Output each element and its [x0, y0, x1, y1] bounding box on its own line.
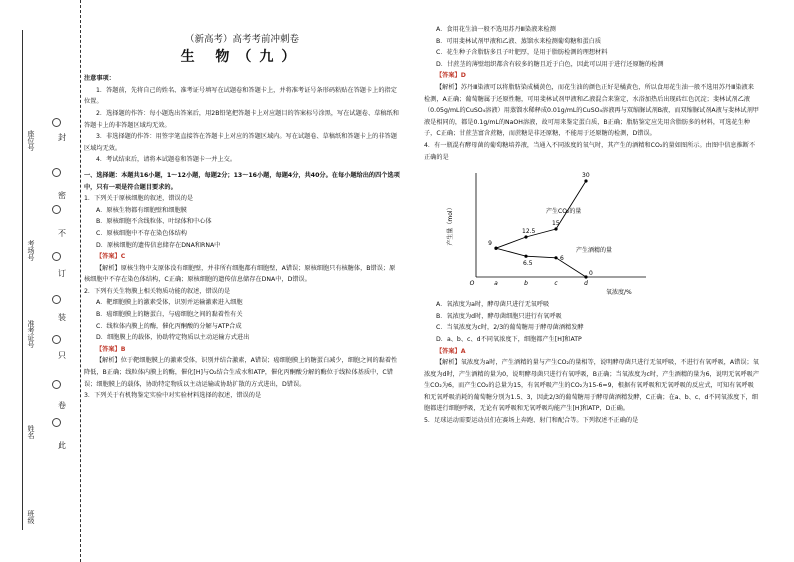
question-2: 2．下列有关生物膜上相关物质功能的叙述，错误的是	[84, 287, 231, 295]
exam-room-label: 考场号	[27, 240, 35, 261]
alcohol-data-label: 6.5	[523, 260, 533, 268]
option: A．原核生物都有细胞壁和细胞膜	[96, 206, 187, 214]
notice-title: 注意事项：	[84, 75, 115, 83]
binding-hole	[52, 168, 61, 177]
option: B．癌细胞膜上的糖蛋白，与癌细胞之间的黏着性有关	[96, 311, 243, 319]
option: C．花生种子含脂肪多且子叶肥厚，是用于脂肪检测的理想材料	[436, 49, 608, 57]
alcohol-point	[524, 255, 527, 258]
option: B．可用斐林试剂甲液和乙液、蒸馏水来检测葡萄糖和蛋白质	[436, 37, 602, 45]
x-tick-label: b	[524, 280, 528, 288]
oxygen-chart	[436, 165, 736, 297]
left-column	[84, 28, 400, 402]
co2-data-label: 15	[552, 220, 560, 228]
co2-data-label: 30	[582, 172, 590, 180]
alcohol-data-label: 0	[589, 270, 593, 278]
answer: 【答案】C	[96, 253, 126, 261]
co2-point	[524, 236, 527, 239]
option: D．a、b、c、d不同氧浓度下，细胞都产生[H]和ATP	[436, 335, 582, 343]
alcohol-series-name: 产生酒精的量	[576, 246, 613, 254]
binding-hole	[52, 118, 61, 127]
seal-char: 密	[58, 191, 66, 200]
notice-item: 1．答题前，先将自己的姓名、准考证号填写在试题卷和答题卡上，并将准考证号条形码粘贴在答题卡上的指定位置。	[84, 86, 397, 106]
option: D．细胞膜上的载体，协助特定物质以主动运输方式进出	[96, 334, 250, 342]
explanation: 【解析】原核生物中支原体没有细胞壁，并非所有细胞都有细胞壁，A错误；原核细胞只有核糖体，B错误；原核细胞中不存在染色体结构，C正确；原核细胞的遗传信息储存在DNA中，D错误。	[84, 264, 396, 284]
alcohol-point	[494, 247, 497, 250]
question-3: 3．下列关于有机物鉴定实验中对实验材料选择的叙述，错误的是	[84, 392, 262, 400]
subject-title: 生 物（九）	[180, 48, 304, 65]
notice-item: 4．考试结束后，请将本试题卷和答题卡一并上交。	[96, 156, 237, 164]
binding-hole	[52, 295, 61, 304]
class-label: 班级	[27, 510, 35, 524]
binding-margin	[0, 0, 81, 562]
x-tick-label: a	[494, 280, 498, 288]
option: D．原核细胞的遗传信息储存在DNA和RNA中	[96, 241, 221, 249]
notice-item: 2．选择题的作答：每小题选出答案后，用2B铅笔把答题卡上对应题目的答案标号涂黑，写在试题卷、草稿纸和答题卡上的非答题区域均无效。	[84, 109, 399, 129]
notice-item: 3．非选择题的作答：用签字笔直接答在答题卡上对应的答题区域内。写在试题卷、草稿纸和答题卡上的非答题区域均无效。	[84, 133, 397, 152]
seal-char: 卷	[58, 401, 66, 410]
binding-line	[22, 30, 23, 530]
seat-number-label: 座位号	[27, 130, 35, 151]
explanation: 【解析】苏丹Ⅲ染液可以将脂肪染成橘黄色，而花生油的颜色正好是橘黄色，所以食用花生油一般不选用苏丹Ⅲ染液来检测，A正确；葡萄糖属于还原性糖，可用斐林试剂甲液和乙液混合来鉴定，水浴加热后出现砖红色沉淀；斐林试剂乙液（0.05g/mL的CuSO₄溶液）用蒸馏水稀释成0.01g/mL的CuSO₄溶液再与双缩脲试剂B液，而双缩脲试剂A液与斐林试剂甲液是相同的，都是0.1g/mL的NaOH溶液，故可用来鉴定蛋白质，B正确；脂肪鉴定应先用含脂肪多的材料，可选花生种子，C正确；甘蔗茎富含蔗糖，而蔗糖是非还原糖，不能用于还原糖的检测，D错误。	[424, 83, 759, 138]
explanation: 【解析】位于靶细胞膜上的激素受体，识别并结合激素，A错误；癌细胞膜上的糖蛋白减少，细胞之间的黏着性降低，B正确；线粒体内膜上的酶，催化[H]与O₂结合生成水和ATP，催化丙酮酸分解的酶位于线粒体基质中，C错误；细胞膜上的载体，协助特定物质以主动运输或协助扩散的方式进出，D错误。	[84, 357, 398, 388]
answer: 【答案】D	[436, 72, 466, 80]
option: C．线粒体内膜上的酶，催化丙酮酸的分解与ATP合成	[96, 322, 242, 330]
section-heading: 一、选择题：本题共16小题，1～12小题，每题2分；13～16小题，每题4分，共40分。在每小题给出的四个选项中，只有一项是符合题目要求的。	[84, 171, 400, 191]
option: B．氧浓度为d时，酵母菌细胞只进行有氧呼吸	[436, 312, 562, 320]
answer: 【答案】A	[436, 347, 466, 355]
name-label: 姓名	[27, 425, 35, 439]
exam-series-title: （新高考）高考考前冲刺卷	[184, 34, 299, 45]
right-column	[424, 24, 760, 427]
seal-char: 订	[58, 269, 66, 278]
alcohol-series-line	[496, 248, 586, 277]
alcohol-point	[584, 276, 587, 279]
seal-char: 装	[58, 313, 66, 322]
question-5: 5．足球运动需要运动员们在赛场上奔跑、射门和配合等。下列叙述不正确的是	[424, 417, 639, 425]
binding-hole	[52, 252, 61, 261]
x-tick-label: d	[584, 280, 588, 288]
binding-hole	[52, 205, 61, 214]
co2-point	[554, 228, 557, 231]
y-axis-label: 产生量（mol）	[447, 204, 454, 246]
x-tick-label: c	[554, 280, 558, 288]
binding-hole	[52, 380, 61, 389]
option: C．当氧浓度为c时，2/3的葡萄糖用于酵母菌酒精发酵	[436, 324, 584, 332]
seal-char: 只	[58, 351, 66, 360]
option: A．靶细胞膜上的激素受体，识别并运输激素进入细胞	[96, 299, 243, 307]
data-label: 9	[488, 240, 492, 248]
x-axis-label: 氧浓度/%	[606, 289, 632, 297]
x-tick-label: O	[469, 280, 475, 288]
admission-number-label: 准考证号	[27, 320, 35, 348]
binding-hole	[52, 335, 61, 344]
chart-svg	[436, 165, 736, 297]
question-1: 1．下列关于原核细胞的叙述，错误的是	[84, 195, 194, 203]
alcohol-data-label: 6	[560, 254, 564, 262]
co2-series-name: 产生CO₂的量	[546, 208, 582, 216]
binding-hole	[52, 418, 61, 427]
option: B．原核细胞不含线粒体、叶绿体和中心体	[96, 218, 212, 226]
co2-point	[584, 180, 587, 183]
answer: 【答案】B	[96, 345, 126, 353]
option: A．氧浓度为a时，酵母菌只进行无氧呼吸	[436, 301, 550, 309]
question-4: 4．有一瓶混有酵母菌的葡萄糖培养液，当通入不同浓度的氧气时，其产生的酒精和CO₂的量如图所示。由图中信息推断不正确的是	[424, 141, 756, 161]
option: D．甘蔗茎的薄壁组织都含有较多的糖且近于白色，因此可以用于进行还原糖的检测	[436, 60, 664, 68]
alcohol-point	[554, 256, 557, 259]
seal-char: 不	[58, 229, 66, 238]
seal-char: 此	[58, 441, 66, 450]
explanation: 【解析】氧浓度为a时，产生酒精的量与产生CO₂的量相等，说明酵母菌只进行无氧呼吸，不进行有氧呼吸，A错误；氧浓度为d时，产生酒精的量为0，说明酵母菌只进行有氧呼吸，B正确；当氧浓度为c时，产生酒精的量为6，说明无氧呼吸产生CO₂为6，而产生CO₂的总量为15，有氧呼吸产生的CO₂为15-6=9，根据有氧呼吸和无氧呼吸的反应式，可知有氧呼吸和无氧呼吸消耗的葡萄糖分别为1.5、3，因此2/3的葡萄糖用于酵母菌酒精发酵，C正确；在a、b、c、d不同氧浓度下，细胞都进行细胞呼吸，无论有氧呼吸和无氧呼吸均能产生[H]和ATP，D正确。	[424, 359, 760, 413]
option: A．食用花生油一般不选用苏丹Ⅲ染液来检测	[436, 26, 556, 33]
co2-data-label: 12.5	[522, 228, 536, 236]
option: C．原核细胞中不存在染色体结构	[96, 229, 187, 237]
seal-char: 封	[58, 133, 66, 142]
